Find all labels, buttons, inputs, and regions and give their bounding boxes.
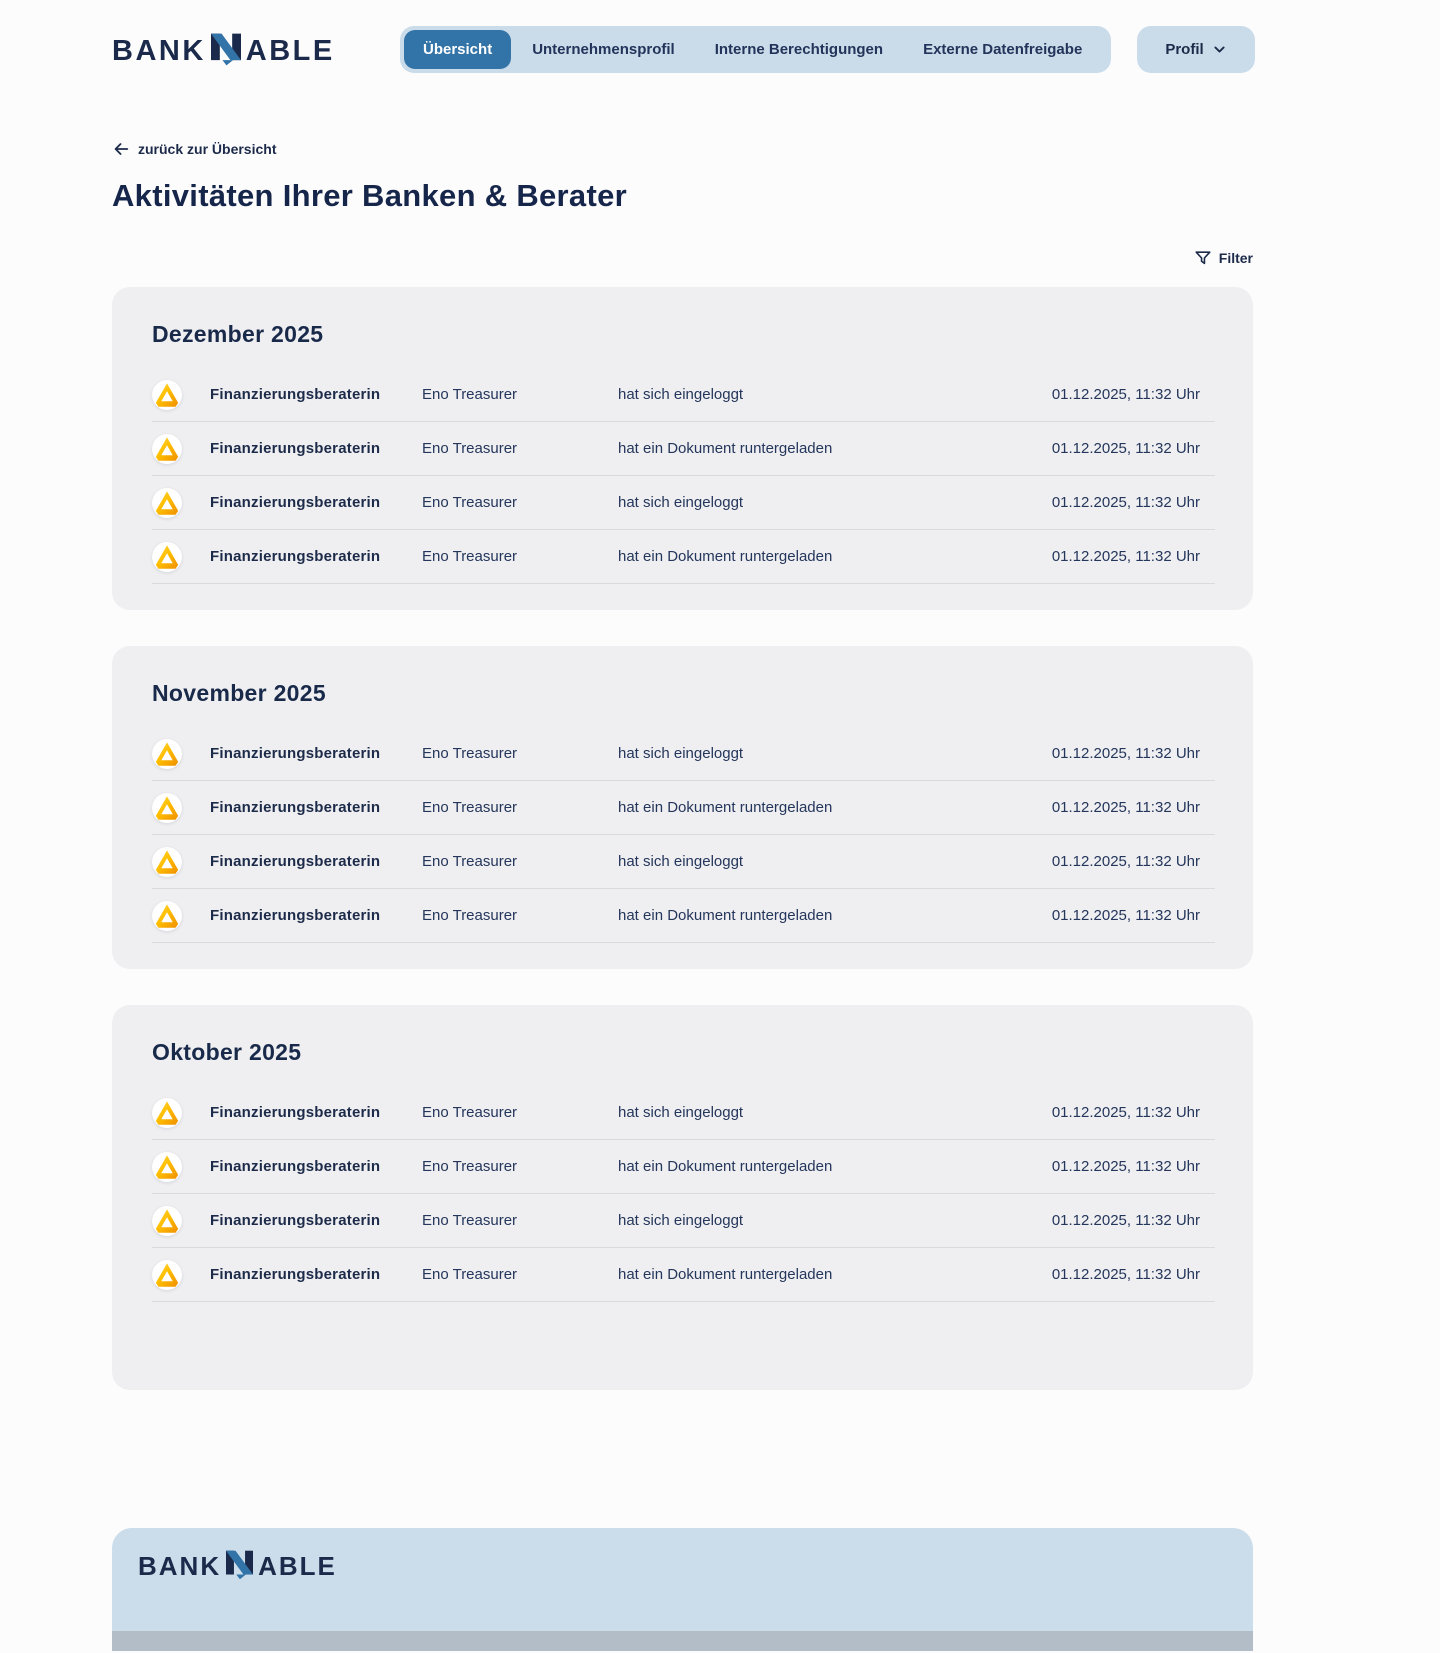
actor-role: Finanzierungsberaterin <box>210 1158 381 1175</box>
logo-text-right: ABLE <box>258 1551 337 1581</box>
tab-unternehmensprofil[interactable]: Unternehmensprofil <box>532 41 675 58</box>
actor-name: Eno Treasurer <box>422 386 518 403</box>
page-footer <box>112 1528 1253 1651</box>
commerzbank-badge-icon <box>152 793 182 823</box>
logo-n-icon <box>226 1550 253 1580</box>
commerzbank-badge-icon <box>152 847 182 877</box>
actor-name: Eno Treasurer <box>422 907 518 924</box>
profile-menu-button[interactable] <box>1137 26 1255 73</box>
commerzbank-badge-icon <box>152 901 182 931</box>
activity-row <box>152 1248 1215 1302</box>
actor-name: Eno Treasurer <box>422 1158 518 1175</box>
actor-name: Eno Treasurer <box>422 799 518 816</box>
actor-role: Finanzierungsberaterin <box>210 548 381 565</box>
logo-text-left: BANK <box>138 1551 222 1581</box>
commerzbank-badge-icon <box>152 1152 182 1182</box>
actor-name: Eno Treasurer <box>422 1266 518 1283</box>
logo-text-right: ABLE <box>245 35 335 67</box>
month-heading: November 2025 <box>152 680 326 706</box>
activity-description: hat sich eingeloggt <box>618 494 744 511</box>
commerzbank-badge-icon <box>152 488 182 518</box>
actor-role: Finanzierungsberaterin <box>210 386 381 403</box>
activity-timestamp: 01.12.2025, 11:32 Uhr <box>1051 1104 1200 1121</box>
activity-card-november <box>112 646 1253 969</box>
commerzbank-badge-icon <box>152 542 182 572</box>
actor-role: Finanzierungsberaterin <box>210 853 381 870</box>
activity-description: hat ein Dokument runtergeladen <box>618 799 833 816</box>
activity-description: hat ein Dokument runtergeladen <box>618 1158 833 1175</box>
activity-timestamp: 01.12.2025, 11:32 Uhr <box>1051 386 1200 403</box>
commerzbank-badge-icon <box>152 1098 182 1128</box>
activity-row <box>152 889 1215 943</box>
main-navigation <box>400 26 1111 73</box>
activity-description: hat sich eingeloggt <box>618 1212 744 1229</box>
commerzbank-badge-icon <box>152 1260 182 1290</box>
logo-text-left: BANK <box>112 35 206 67</box>
activity-row <box>152 368 1215 422</box>
page-title: Aktivitäten Ihrer Banken & Berater <box>112 178 627 213</box>
arrow-left-icon <box>112 140 130 158</box>
activity-row <box>152 476 1215 530</box>
actor-role: Finanzierungsberaterin <box>210 494 381 511</box>
actor-name: Eno Treasurer <box>422 745 518 762</box>
activity-row <box>152 781 1215 835</box>
activity-timestamp: 01.12.2025, 11:32 Uhr <box>1051 853 1200 870</box>
commerzbank-badge-icon <box>152 434 182 464</box>
back-link-label: zurück zur Übersicht <box>138 141 277 157</box>
logo-n-icon <box>211 33 241 66</box>
tab-interne-berechtigungen[interactable]: Interne Berechtigungen <box>714 41 884 58</box>
month-heading: Oktober 2025 <box>152 1039 302 1065</box>
tab-externe-datenfreigabe[interactable]: Externe Datenfreigabe <box>923 41 1083 58</box>
filter-button[interactable] <box>1194 247 1253 269</box>
commerzbank-badge-icon <box>152 1206 182 1236</box>
activity-timestamp: 01.12.2025, 11:32 Uhr <box>1051 440 1200 457</box>
chevron-down-icon <box>1212 42 1227 57</box>
activity-timestamp: 01.12.2025, 11:32 Uhr <box>1051 548 1200 565</box>
activity-description: hat sich eingeloggt <box>618 853 744 870</box>
activity-timestamp: 01.12.2025, 11:32 Uhr <box>1051 799 1200 816</box>
activity-timestamp: 01.12.2025, 11:32 Uhr <box>1051 1266 1200 1283</box>
month-heading: Dezember 2025 <box>152 321 324 347</box>
activity-timestamp: 01.12.2025, 11:32 Uhr <box>1051 1212 1200 1229</box>
activity-timestamp: 01.12.2025, 11:32 Uhr <box>1051 745 1200 762</box>
activity-timestamp: 01.12.2025, 11:32 Uhr <box>1051 1158 1200 1175</box>
actor-name: Eno Treasurer <box>422 1104 518 1121</box>
activity-description: hat ein Dokument runtergeladen <box>618 1266 833 1283</box>
actor-role: Finanzierungsberaterin <box>210 907 381 924</box>
main-content <box>112 99 1253 1390</box>
activity-row <box>152 835 1215 889</box>
footer-bottom-band <box>112 1631 1253 1651</box>
actor-role: Finanzierungsberaterin <box>210 745 381 762</box>
actor-role: Finanzierungsberaterin <box>210 1266 381 1283</box>
back-to-overview-link[interactable] <box>112 139 276 159</box>
banknable-logo <box>112 33 335 66</box>
actor-name: Eno Treasurer <box>422 494 518 511</box>
footer-banknable-logo <box>138 1550 337 1580</box>
actor-role: Finanzierungsberaterin <box>210 799 381 816</box>
activity-row <box>152 1140 1215 1194</box>
commerzbank-badge-icon <box>152 380 182 410</box>
activity-description: hat sich eingeloggt <box>618 745 744 762</box>
filter-label: Filter <box>1218 250 1253 266</box>
activity-description: hat ein Dokument runtergeladen <box>618 907 833 924</box>
activity-description: hat ein Dokument runtergeladen <box>618 548 833 565</box>
activity-description: hat sich eingeloggt <box>618 386 744 403</box>
actor-name: Eno Treasurer <box>422 548 518 565</box>
actor-name: Eno Treasurer <box>422 1212 518 1229</box>
activity-row <box>152 727 1215 781</box>
actor-role: Finanzierungsberaterin <box>210 1212 381 1229</box>
activity-card-dezember <box>112 287 1253 610</box>
funnel-icon <box>1194 249 1212 267</box>
activity-row <box>152 422 1215 476</box>
activity-timestamp: 01.12.2025, 11:32 Uhr <box>1051 494 1200 511</box>
actor-name: Eno Treasurer <box>422 440 518 457</box>
actor-name: Eno Treasurer <box>422 853 518 870</box>
commerzbank-badge-icon <box>152 739 182 769</box>
activity-timestamp: 01.12.2025, 11:32 Uhr <box>1051 907 1200 924</box>
top-header <box>0 0 1440 99</box>
activity-row <box>152 1194 1215 1248</box>
activity-description: hat ein Dokument runtergeladen <box>618 440 833 457</box>
actor-role: Finanzierungsberaterin <box>210 1104 381 1121</box>
activity-card-oktober <box>112 1005 1253 1390</box>
profile-label: Profil <box>1165 41 1204 58</box>
actor-role: Finanzierungsberaterin <box>210 440 381 457</box>
activity-row <box>152 1086 1215 1140</box>
tab-uebersicht[interactable]: Übersicht <box>404 30 511 69</box>
activity-row <box>152 530 1215 584</box>
activity-description: hat sich eingeloggt <box>618 1104 744 1121</box>
filter-row <box>112 247 1253 269</box>
